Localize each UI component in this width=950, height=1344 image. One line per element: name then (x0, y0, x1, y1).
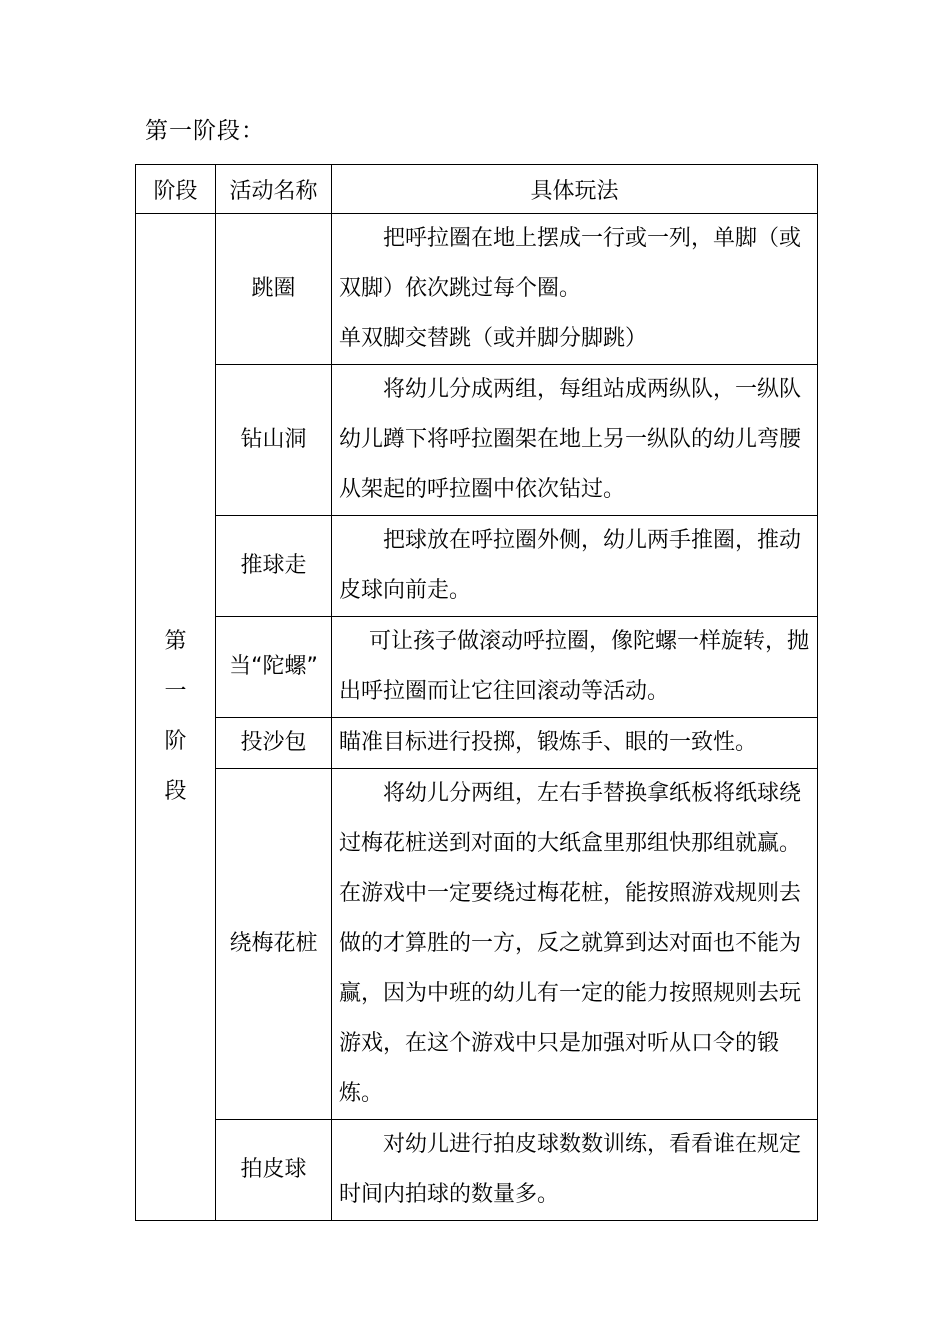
stage-char: 阶 (164, 729, 187, 754)
activity-name: 投沙包 (216, 718, 332, 769)
table-row (136, 769, 818, 1120)
activity-description (332, 718, 818, 769)
table-row (136, 214, 818, 365)
table-row (136, 718, 818, 769)
activity-name: 跳圈 (216, 214, 332, 365)
activity-description (332, 516, 818, 617)
activity-name: 推球走 (216, 516, 332, 617)
activity-name: 当“陀螺” (216, 617, 332, 718)
description-line: 瞄准目标进行投掷，锻炼手、眼的一致性。 (339, 730, 758, 755)
activity-table (135, 164, 818, 1221)
activity-name: 绕梅花桩 (216, 769, 332, 1120)
table-row (136, 365, 818, 516)
description-line: 将幼儿分两组，左右手替换拿纸板将纸球绕过梅花桩送到对面的大纸盒里那组快那组就赢。在游戏中一定要绕过梅花桩，能按照游戏规则去做的才算胜的一方，反之就算到达对面也不能为赢，因为中班的幼儿有一定的能力按照规则去玩游戏，在这个游戏中只是加强对听从口令的锻炼。 (339, 781, 802, 1106)
description-line: 把球放在呼拉圈外侧，幼儿两手推圈，推动皮球向前走。 (339, 528, 802, 603)
description-line: 可让孩子做滚动呼拉圈，像陀螺一样旋转，抛出呼拉圈而让它往回滚动等活动。 (339, 629, 810, 704)
table-row (136, 617, 818, 718)
activity-name: 拍皮球 (216, 1120, 332, 1221)
activity-description (332, 617, 818, 718)
activity-description (332, 365, 818, 516)
stage-char: 第 (164, 629, 187, 654)
table-header-row (136, 165, 818, 214)
stage-char: 段 (164, 779, 187, 804)
activity-description (332, 769, 818, 1120)
description-line: 单双脚交替跳（或并脚分脚跳） (339, 326, 648, 351)
activity-description (332, 1120, 818, 1221)
description-line: 将幼儿分成两组，每组站成两纵队，一纵队幼儿蹲下将呼拉圈架在地上另一纵队的幼儿弯腰从架起的呼拉圈中依次钻过。 (339, 377, 802, 502)
description-line: 对幼儿进行拍皮球数数训练，看看谁在规定时间内拍球的数量多。 (339, 1132, 802, 1207)
header-stage: 阶段 (136, 165, 216, 214)
header-how-to-play: 具体玩法 (332, 165, 818, 214)
table-row (136, 1120, 818, 1221)
activity-name: 钻山洞 (216, 365, 332, 516)
activity-description (332, 214, 818, 365)
description-line: 把呼拉圈在地上摆成一行或一列，单脚（或双脚）依次跳过每个圈。 (339, 226, 802, 301)
table-row (136, 516, 818, 617)
stage-cell (136, 214, 216, 1221)
stage-char: 一 (164, 679, 187, 704)
header-activity-name: 活动名称 (216, 165, 332, 214)
section-heading: 第一阶段： (145, 118, 265, 144)
